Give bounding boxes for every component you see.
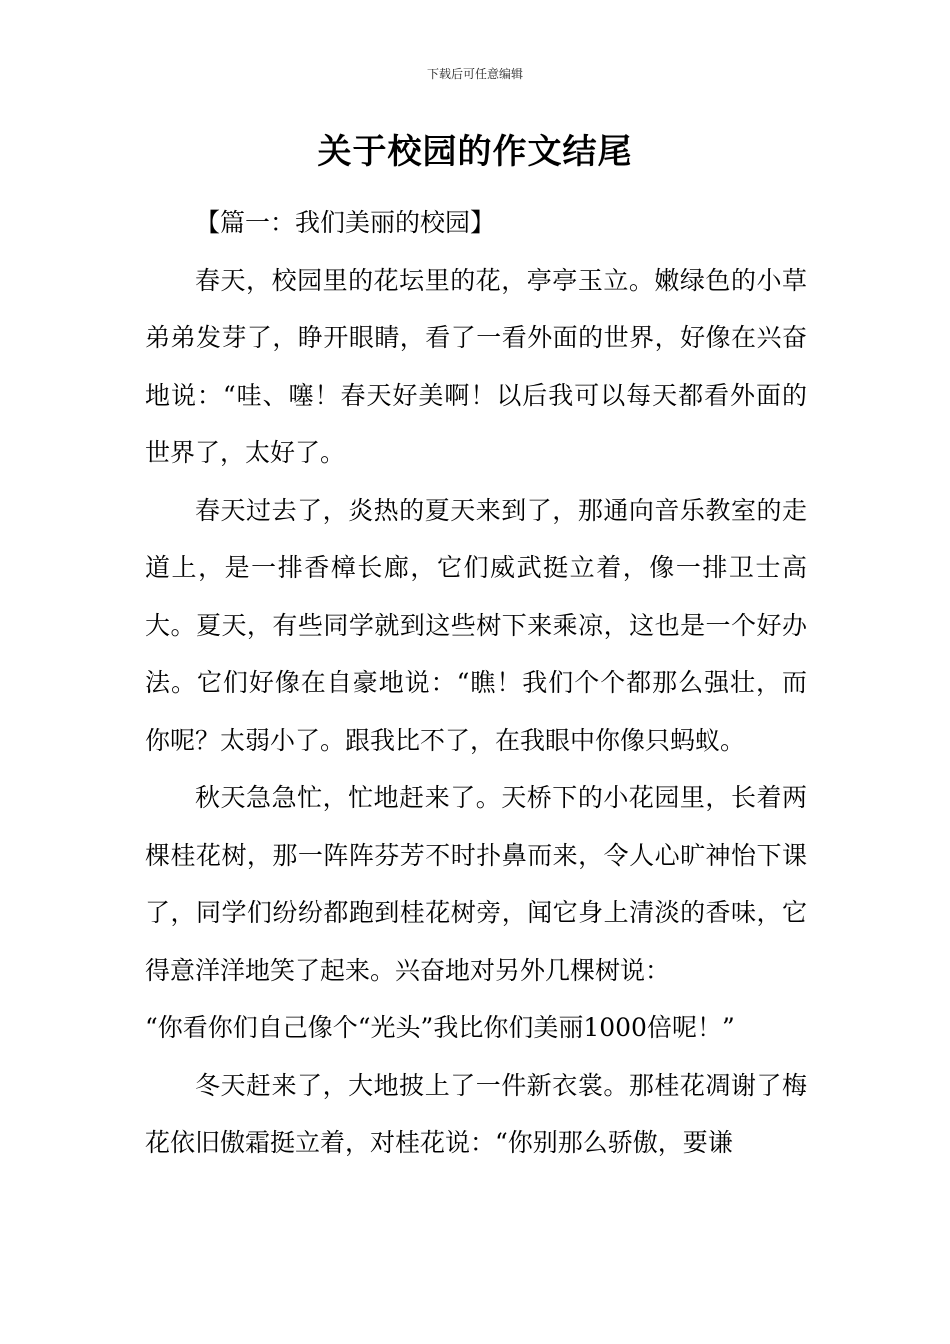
- paragraph-winter: 冬天赶来了，大地披上了一件新衣裳。那桂花凋谢了梅花依旧傲霜挺立着，对桂花说：“你别那么骄傲，要谦: [145, 1070, 807, 1157]
- document-body: [145, 194, 807, 1172]
- paragraph-autumn-quote: “你看你们自己像个“光头”我比你们美丽1000倍呢！”: [145, 1013, 735, 1042]
- paragraph-spring: 春天，校园里的花坛里的花，亭亭玉立。嫩绿色的小草弟弟发芽了，睁开眼睛，看了一看外面的世界，好像在兴奋地说：“哇、噻！春天好美啊！以后我可以每天都看外面的世界了，太好了。: [145, 265, 807, 467]
- document-title: 关于校园的作文结尾: [317, 132, 633, 172]
- header-note: 下载后可任意编辑: [426, 67, 523, 81]
- paragraph-autumn: 秋天急急忙，忙地赶来了。天桥下的小花园里，长着两棵桂花树，那一阵阵芬芳不时扑鼻而来，令人心旷神怡下课了，同学们纷纷都跑到桂花树旁，闻它身上清淡的香味，它得意洋洋地笑了起来。兴奋地对另外几棵树说：: [145, 783, 807, 985]
- paragraph-summer: 春天过去了，炎热的夏天来到了，那通向音乐教室的走道上，是一排香樟长廊，它们威武挺立着，像一排卫士高大。夏天，有些同学就到这些树下来乘凉，这也是一个好办法。它们好像在自豪地说：“瞧！我们个个都那么强壮，而你呢？太弱小了。跟我比不了，在我眼中你像只蚂蚁。: [145, 495, 807, 755]
- section-heading: 【篇一：我们美丽的校园】: [195, 208, 496, 237]
